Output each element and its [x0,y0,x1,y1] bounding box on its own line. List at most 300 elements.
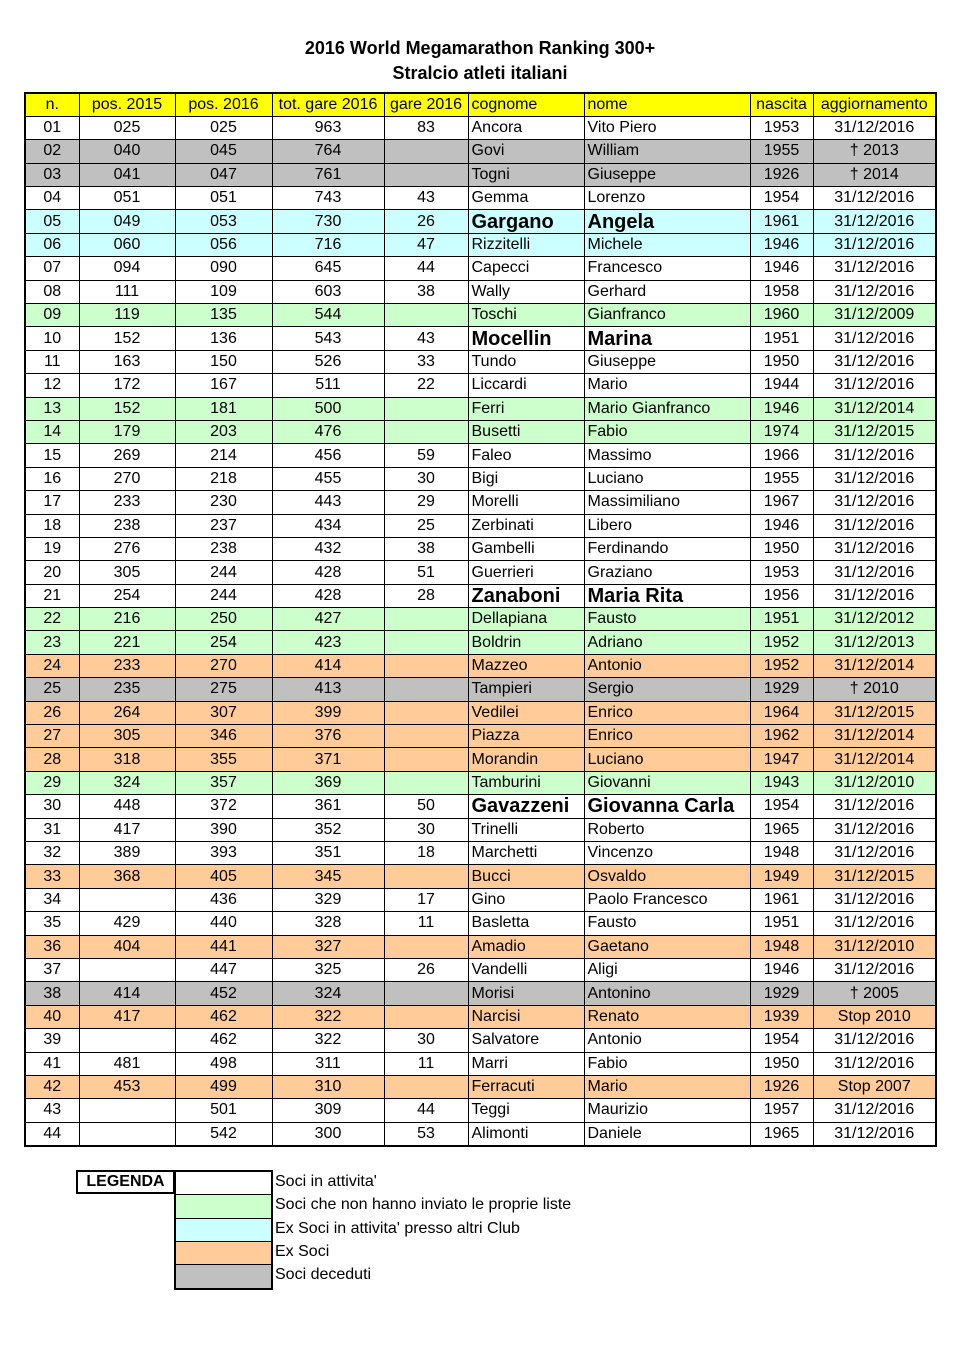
cell-aggiornamento: 31/12/2016 [813,257,936,280]
cell-pos-2016: 244 [175,561,272,584]
table-row [25,818,936,841]
cell-nascita: 1948 [750,842,813,865]
cell-nome: Angela [584,210,750,233]
cell-tot-gare-2016: 434 [272,514,384,537]
legend-label-attivi: Soci in attivita' [275,1173,377,1190]
cell-aggiornamento: 31/12/2016 [813,537,936,560]
table-row [25,491,936,514]
cell-gare-2016: 25 [384,514,468,537]
cell-pos-2016: 056 [175,233,272,256]
cell-aggiornamento: 31/12/2016 [813,327,936,350]
cell-aggiornamento: 31/12/2016 [813,795,936,818]
table-row [25,304,936,327]
table-row [25,608,936,631]
cell-pos-2015: 235 [79,678,175,701]
cell-pos-2015 [79,1122,175,1145]
cell-pos-2015: 481 [79,1052,175,1075]
cell-pos-2016: 181 [175,397,272,420]
table-row [25,958,936,981]
table-row [25,210,936,233]
cell-n: 18 [25,514,79,537]
cell-gare-2016 [384,631,468,654]
cell-pos-2016: 045 [175,140,272,163]
cell-pos-2015: 172 [79,374,175,397]
cell-aggiornamento: 31/12/2016 [813,561,936,584]
cell-nascita: 1947 [750,748,813,771]
cell-nome: Antonino [584,982,750,1005]
cell-gare-2016: 59 [384,444,468,467]
cell-aggiornamento: 31/12/2016 [813,912,936,935]
page-title: 2016 World Megamarathon Ranking 300+ [304,38,656,58]
cell-nome: Ferdinando [584,537,750,560]
cell-pos-2016: 393 [175,842,272,865]
cell-n: 14 [25,420,79,443]
cell-aggiornamento: 31/12/2016 [813,1099,936,1122]
table-row [25,140,936,163]
cell-tot-gare-2016: 327 [272,935,384,958]
table-row [25,1005,936,1028]
cell-gare-2016: 83 [384,116,468,139]
cell-nascita: 1948 [750,935,813,958]
cell-n: 17 [25,491,79,514]
cell-pos-2015: 305 [79,725,175,748]
table-row [25,257,936,280]
cell-n: 20 [25,561,79,584]
table-row [25,678,936,701]
cell-aggiornamento: 31/12/2013 [813,631,936,654]
cell-n: 11 [25,350,79,373]
cell-nascita: 1929 [750,982,813,1005]
cell-n: 08 [25,280,79,303]
cell-n: 03 [25,163,79,186]
cell-cognome: Salvatore [468,1029,584,1052]
cell-pos-2015: 221 [79,631,175,654]
cell-n: 24 [25,654,79,677]
cell-n: 32 [25,842,79,865]
cell-pos-2016: 542 [175,1122,272,1145]
table-row [25,163,936,186]
header-row [25,93,936,116]
legend-swatch-ex [176,1242,271,1265]
table-row [25,1122,936,1145]
cell-nascita: 1946 [750,397,813,420]
legend-swatch-altri-club [176,1219,271,1242]
legend-label-deceduti: Soci deceduti [275,1266,372,1284]
cell-n: 29 [25,771,79,794]
cell-tot-gare-2016: 310 [272,1075,384,1098]
cell-nascita: 1952 [750,654,813,677]
cell-n: 26 [25,701,79,724]
cell-gare-2016 [384,304,468,327]
cell-aggiornamento: Stop 2010 [813,1005,936,1028]
legend-swatch-non-inviato [176,1195,271,1218]
cell-nome: Maurizio [584,1099,750,1122]
cell-pos-2015: 163 [79,350,175,373]
cell-pos-2015: 269 [79,444,175,467]
cell-gare-2016: 26 [384,958,468,981]
cell-cognome: Tampieri [468,678,584,701]
cell-pos-2015: 305 [79,561,175,584]
cell-cognome: Morisi [468,982,584,1005]
cell-n: 10 [25,327,79,350]
cell-n: 42 [25,1075,79,1098]
cell-tot-gare-2016: 322 [272,1029,384,1052]
cell-n: 12 [25,374,79,397]
cell-nascita: 1960 [750,304,813,327]
cell-pos-2016: 501 [175,1099,272,1122]
cell-cognome: Tamburini [468,771,584,794]
cell-pos-2016: 440 [175,912,272,935]
cell-gare-2016 [384,771,468,794]
cell-gare-2016 [384,725,468,748]
cell-tot-gare-2016: 500 [272,397,384,420]
table-row [25,1029,936,1052]
cell-gare-2016: 30 [384,467,468,490]
cell-tot-gare-2016: 603 [272,280,384,303]
cell-gare-2016 [384,865,468,888]
table-row [25,561,936,584]
cell-nascita: 1966 [750,444,813,467]
cell-cognome: Piazza [468,725,584,748]
cell-cognome: Gargano [468,210,584,233]
cell-pos-2016: 218 [175,467,272,490]
cell-cognome: Togni [468,163,584,186]
cell-cognome: Ferracuti [468,1075,584,1098]
cell-gare-2016: 43 [384,327,468,350]
cell-nascita: 1926 [750,1075,813,1098]
cell-nascita: 1951 [750,608,813,631]
cell-aggiornamento: 31/12/2016 [813,116,936,139]
cell-n: 22 [25,608,79,631]
cell-nome: Massimo [584,444,750,467]
cell-cognome: Guerrieri [468,561,584,584]
cell-aggiornamento: 31/12/2015 [813,701,936,724]
cell-pos-2015: 179 [79,420,175,443]
cell-gare-2016: 38 [384,280,468,303]
cell-nascita: 1956 [750,584,813,607]
cell-aggiornamento: 31/12/2016 [813,491,936,514]
cell-cognome: Bigi [468,467,584,490]
cell-tot-gare-2016: 345 [272,865,384,888]
cell-n: 37 [25,958,79,981]
cell-nascita: 1939 [750,1005,813,1028]
cell-gare-2016: 43 [384,187,468,210]
cell-gare-2016: 44 [384,1099,468,1122]
cell-tot-gare-2016: 413 [272,678,384,701]
cell-gare-2016: 11 [384,1052,468,1075]
cell-gare-2016 [384,608,468,631]
cell-nascita: 1965 [750,1122,813,1145]
cell-pos-2016: 346 [175,725,272,748]
cell-gare-2016: 44 [384,257,468,280]
cell-nome: Luciano [584,467,750,490]
cell-gare-2016 [384,1075,468,1098]
cell-aggiornamento: 31/12/2016 [813,1052,936,1075]
cell-nascita: 1950 [750,537,813,560]
cell-aggiornamento: 31/12/2015 [813,420,936,443]
cell-nascita: 1953 [750,116,813,139]
cell-pos-2015: 254 [79,584,175,607]
header-nascita: nascita [750,93,813,116]
cell-pos-2016: 372 [175,795,272,818]
cell-n: 33 [25,865,79,888]
cell-nascita: 1964 [750,701,813,724]
cell-pos-2015: 233 [79,491,175,514]
table-row [25,1099,936,1122]
cell-n: 02 [25,140,79,163]
cell-cognome: Trinelli [468,818,584,841]
cell-nascita: 1950 [750,350,813,373]
cell-nome: Graziano [584,561,750,584]
cell-pos-2016: 167 [175,374,272,397]
cell-tot-gare-2016: 963 [272,116,384,139]
cell-pos-2015: 152 [79,397,175,420]
cell-gare-2016 [384,935,468,958]
cell-aggiornamento: 31/12/2012 [813,608,936,631]
table-row [25,842,936,865]
cell-tot-gare-2016: 300 [272,1122,384,1145]
cell-pos-2016: 135 [175,304,272,327]
cell-pos-2016: 452 [175,982,272,1005]
cell-pos-2015: 060 [79,233,175,256]
cell-gare-2016 [384,420,468,443]
cell-pos-2015: 276 [79,537,175,560]
cell-nascita: 1946 [750,233,813,256]
cell-n: 13 [25,397,79,420]
header-pos-2015: pos. 2015 [79,93,175,116]
cell-nome: Enrico [584,725,750,748]
cell-tot-gare-2016: 414 [272,654,384,677]
ranking-table [24,92,937,1147]
cell-nome: Fausto [584,608,750,631]
cell-nascita: 1958 [750,280,813,303]
cell-cognome: Tundo [468,350,584,373]
cell-cognome: Dellapiana [468,608,584,631]
cell-nome: Renato [584,1005,750,1028]
cell-pos-2015: 264 [79,701,175,724]
cell-gare-2016: 11 [384,912,468,935]
cell-cognome: Liccardi [468,374,584,397]
table-row [25,865,936,888]
table-row [25,374,936,397]
cell-tot-gare-2016: 432 [272,537,384,560]
legend-title: LEGENDA [76,1170,175,1194]
table-row [25,467,936,490]
cell-pos-2015: 152 [79,327,175,350]
cell-gare-2016: 18 [384,842,468,865]
cell-nascita: 1953 [750,561,813,584]
cell-nome: William [584,140,750,163]
cell-tot-gare-2016: 476 [272,420,384,443]
cell-nascita: 1951 [750,327,813,350]
cell-pos-2016: 275 [175,678,272,701]
cell-pos-2016: 436 [175,888,272,911]
cell-nome: Gaetano [584,935,750,958]
cell-pos-2016: 053 [175,210,272,233]
cell-nome: Maria Rita [584,584,750,607]
cell-pos-2015: 414 [79,982,175,1005]
cell-pos-2015: 094 [79,257,175,280]
cell-nascita: 1965 [750,818,813,841]
cell-nascita: 1943 [750,771,813,794]
cell-aggiornamento: 31/12/2016 [813,467,936,490]
cell-tot-gare-2016: 423 [272,631,384,654]
cell-pos-2015: 041 [79,163,175,186]
cell-cognome: Wally [468,280,584,303]
cell-pos-2015: 216 [79,608,175,631]
cell-aggiornamento: 31/12/2016 [813,374,936,397]
cell-pos-2016: 025 [175,116,272,139]
cell-pos-2015: 318 [79,748,175,771]
cell-gare-2016 [384,1005,468,1028]
cell-tot-gare-2016: 399 [272,701,384,724]
cell-aggiornamento: 31/12/2016 [813,1122,936,1145]
cell-nome: Antonio [584,1029,750,1052]
cell-cognome: Mocellin [468,327,584,350]
cell-nome: Enrico [584,701,750,724]
cell-nome: Vincenzo [584,842,750,865]
legend-swatch-attivi [176,1172,271,1195]
cell-aggiornamento: 31/12/2016 [813,818,936,841]
cell-tot-gare-2016: 543 [272,327,384,350]
cell-tot-gare-2016: 544 [272,304,384,327]
cell-gare-2016: 26 [384,210,468,233]
cell-nome: Fausto [584,912,750,935]
cell-cognome: Gemma [468,187,584,210]
cell-aggiornamento: 31/12/2014 [813,654,936,677]
cell-pos-2016: 498 [175,1052,272,1075]
cell-tot-gare-2016: 352 [272,818,384,841]
cell-n: 41 [25,1052,79,1075]
cell-n: 31 [25,818,79,841]
cell-nascita: 1955 [750,140,813,163]
cell-tot-gare-2016: 369 [272,771,384,794]
header-n: n. [25,93,79,116]
cell-pos-2016: 238 [175,537,272,560]
cell-tot-gare-2016: 511 [272,374,384,397]
table-row [25,725,936,748]
cell-n: 01 [25,116,79,139]
cell-pos-2015: 025 [79,116,175,139]
cell-tot-gare-2016: 764 [272,140,384,163]
cell-aggiornamento: 31/12/2010 [813,771,936,794]
cell-pos-2016: 355 [175,748,272,771]
cell-gare-2016: 53 [384,1122,468,1145]
cell-pos-2015: 368 [79,865,175,888]
table-row [25,444,936,467]
cell-cognome: Narcisi [468,1005,584,1028]
cell-nome: Osvaldo [584,865,750,888]
header-cognome: cognome [468,93,584,116]
cell-pos-2015: 417 [79,818,175,841]
legend-label-ex: Ex Soci [275,1242,330,1260]
table-row [25,771,936,794]
cell-gare-2016 [384,701,468,724]
cell-nascita: 1946 [750,958,813,981]
cell-nascita: 1946 [750,514,813,537]
cell-tot-gare-2016: 761 [272,163,384,186]
legend-label-altri-club: Ex Soci in attivita' presso altri Club [275,1219,520,1237]
cell-nome: Adriano [584,631,750,654]
cell-pos-2016: 254 [175,631,272,654]
table-row [25,795,936,818]
cell-nome: Roberto [584,818,750,841]
cell-pos-2016: 230 [175,491,272,514]
cell-cognome: Basletta [468,912,584,935]
cell-pos-2016: 047 [175,163,272,186]
cell-n: 35 [25,912,79,935]
cell-nome: Lorenzo [584,187,750,210]
cell-pos-2015: 238 [79,514,175,537]
cell-gare-2016: 50 [384,795,468,818]
cell-gare-2016: 33 [384,350,468,373]
cell-n: 23 [25,631,79,654]
cell-nascita: 1951 [750,912,813,935]
cell-nome: Marina [584,327,750,350]
cell-cognome: Marri [468,1052,584,1075]
cell-cognome: Amadio [468,935,584,958]
cell-n: 40 [25,1005,79,1028]
table-row [25,888,936,911]
table-row [25,397,936,420]
cell-cognome: Gino [468,888,584,911]
cell-cognome: Morandin [468,748,584,771]
cell-pos-2015 [79,1099,175,1122]
cell-aggiornamento: 31/12/2016 [813,514,936,537]
cell-aggiornamento: 31/12/2016 [813,233,936,256]
cell-tot-gare-2016: 376 [272,725,384,748]
cell-tot-gare-2016: 329 [272,888,384,911]
cell-nome: Fabio [584,420,750,443]
cell-n: 06 [25,233,79,256]
cell-cognome: Govi [468,140,584,163]
cell-n: 07 [25,257,79,280]
table-row [25,1052,936,1075]
cell-pos-2015: 051 [79,187,175,210]
cell-gare-2016 [384,748,468,771]
cell-nome: Francesco [584,257,750,280]
cell-aggiornamento: 31/12/2016 [813,958,936,981]
cell-aggiornamento: 31/12/2016 [813,280,936,303]
cell-cognome: Ancora [468,116,584,139]
page-subtitle: Stralcio atleti italiani [392,63,568,83]
cell-gare-2016 [384,982,468,1005]
cell-tot-gare-2016: 456 [272,444,384,467]
cell-nome: Giuseppe [584,163,750,186]
cell-n: 43 [25,1099,79,1122]
cell-pos-2016: 390 [175,818,272,841]
cell-tot-gare-2016: 427 [272,608,384,631]
cell-gare-2016: 30 [384,818,468,841]
cell-pos-2015 [79,888,175,911]
cell-pos-2015 [79,958,175,981]
table-row [25,420,936,443]
cell-nascita: 1950 [750,1052,813,1075]
cell-n: 36 [25,935,79,958]
cell-nome: Giovanna Carla [584,795,750,818]
header-pos-2016: pos. 2016 [175,93,272,116]
cell-tot-gare-2016: 428 [272,584,384,607]
legend-label-non-inviato: Soci che non hanno inviato le proprie liste [275,1196,572,1214]
cell-nome: Paolo Francesco [584,888,750,911]
cell-nome: Luciano [584,748,750,771]
cell-cognome: Vedilei [468,701,584,724]
cell-nome: Gerhard [584,280,750,303]
legend-labels [275,1170,775,1286]
cell-pos-2016: 237 [175,514,272,537]
table-row [25,514,936,537]
header-nome: nome [584,93,750,116]
